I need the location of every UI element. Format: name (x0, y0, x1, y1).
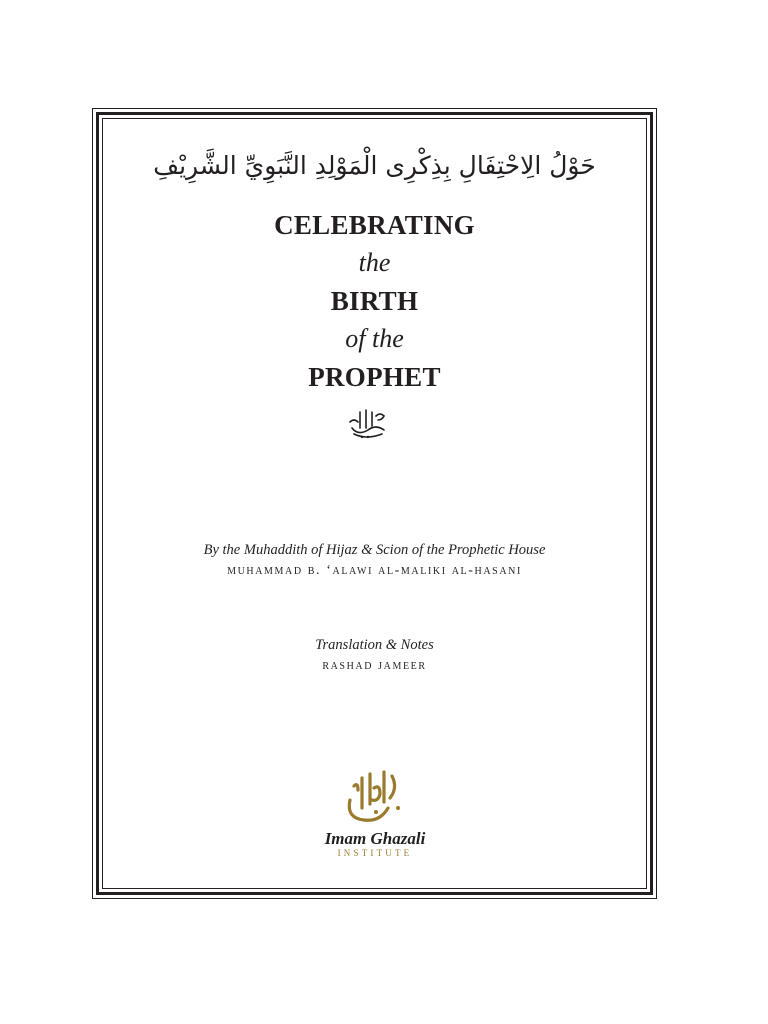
arabic-title: حَوْلُ الِاحْتِفَالِ بِذِكْرِى الْمَوْلِدِ النَّبَوِيِّ الشَّرِيْفِ (153, 151, 596, 180)
title-page (102, 118, 647, 889)
translation-credit (102, 636, 647, 677)
publisher-subtitle: INSTITUTE (337, 848, 413, 858)
title-line-celebrating: CELEBRATING (274, 210, 475, 240)
author-description: By the Muhaddith of Hijaz & Scion of the Prophetic House (203, 542, 546, 558)
translation-label: Translation & Notes (315, 637, 434, 653)
title-line-prophet: PROPHET (308, 362, 441, 392)
title-line-the: the (358, 248, 391, 277)
byline (102, 541, 647, 582)
publisher-logo (312, 768, 438, 859)
translator-name: rashad jameer (322, 658, 427, 673)
honorific-calligraphy-icon (346, 406, 390, 442)
publisher-name: Imam Ghazali (324, 829, 426, 848)
title-line-of-the: of the (345, 324, 404, 353)
main-title (102, 206, 647, 396)
title-line-birth: BIRTH (330, 286, 419, 316)
author-name: muhammad b. ‘alawi al-maliki al-hasani (227, 563, 522, 578)
ghazali-calligraphy-logo-icon (340, 768, 410, 828)
